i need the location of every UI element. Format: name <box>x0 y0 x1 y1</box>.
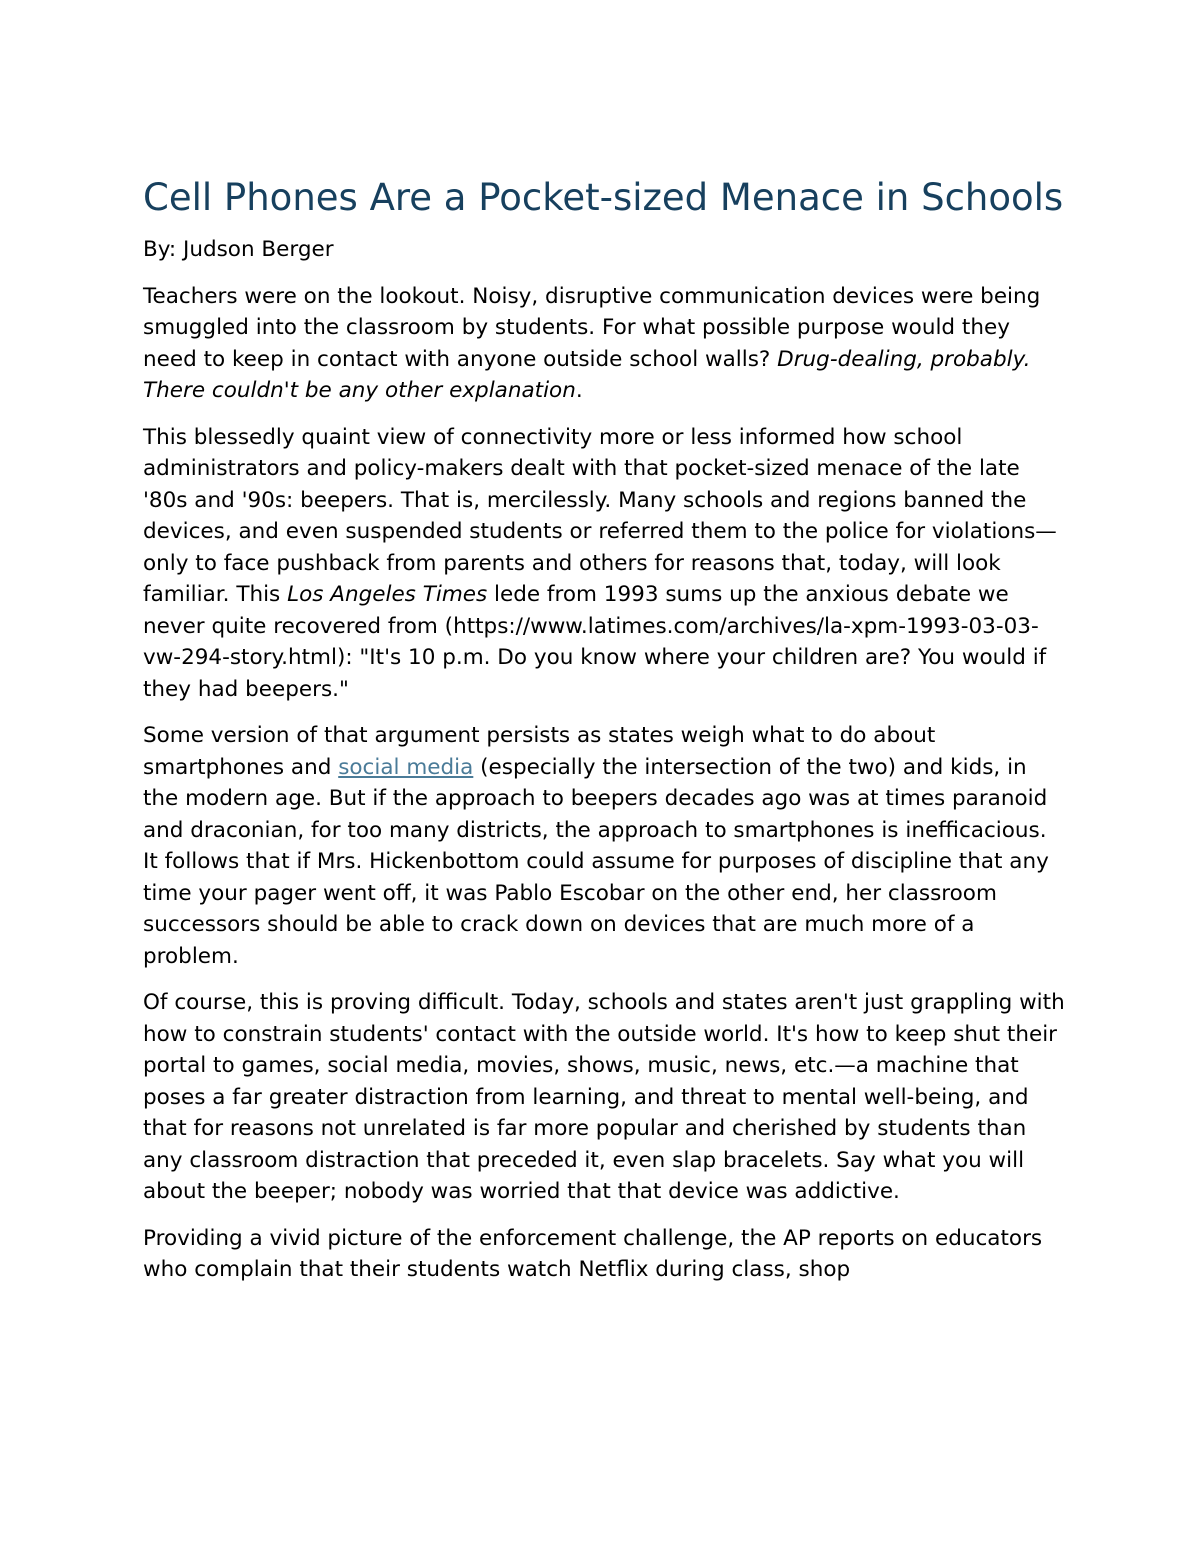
paragraph-4: Of course, this is proving difficult. Today, schools and states aren't just grappling with how to constrain students' contact with the outside world. It's how to keep shut their portal to games, social media, movies, shows, music, news, etc.—a machine that poses a far greater distraction from learning, and threat to mental well-being, and that for reasons not unrelated is far more popular and cherished by students than any classroom distraction that preceded it, even slap bracelets. Say what you will about the beeper; nobody was worried that that device was addictive. <box>143 990 1065 1204</box>
paragraph-3-after: (especially the intersection of the two) and kids, in the modern age. But if the approach to beepers decades ago was at times paranoid and draconian, for too many districts, the approach to smartphones is inefficacious. It follows that if Mrs. Hickenbottom could assume for purposes of discipline that any time your pager went off, it was Pablo Escobar on the other end, her classroom successors should be able to crack down on devices that are much more of a problem. <box>143 754 1049 969</box>
paragraph-1-text: Teachers were on the lookout. Noisy, disruptive communication devices were being smuggled into the classroom by students. For what possible purpose would they need to keep in contact with anyone outside school walls? <box>143 283 1041 372</box>
paragraph-1-end: . <box>575 378 583 403</box>
article-title: Cell Phones Are a Pocket-sized Menace in Schools <box>143 176 1064 219</box>
paragraph-1 <box>143 281 1068 407</box>
paragraph-3 <box>143 720 1068 972</box>
paragraph-5: Providing a vivid picture of the enforcement challenge, the AP reports on educators who complain that their students watch Netflix during class, shop <box>143 1225 1043 1282</box>
social-media-link[interactable]: social media <box>338 754 474 780</box>
article-byline: By: Judson Berger <box>143 237 334 262</box>
paragraph-3-before: Some version of that argument persists as states weigh what to do about smartphones and <box>143 723 936 780</box>
paragraph-2-text: This blessedly quaint view of connectivity more or less informed how school administrators and policy-makers dealt with that pocket-sized menace of the late '80s and '90s: beepers. That is, mercilessly. Many schools and regions banned the devices, and even suspended students or referred them to the police for violations—only to face pushback from parents and others for reasons that, today, will look familiar. This <box>143 424 1057 607</box>
paragraph-2-end: lede from 1993 sums up the anxious debate we never quite recovered from (https://www.latimes.com/archives/la-xpm-1993-03-03-vw-294-story.html): "It's 10 p.m. Do you know where your children are? You would if they had beepers." <box>143 582 1047 702</box>
paragraph-2 <box>143 422 1068 706</box>
paragraph-1-italic: Drug-dealing, probably. There couldn't be any other explanation <box>143 346 1031 403</box>
paragraph-2-italic: Los Angeles Times <box>287 582 488 607</box>
document-page <box>143 172 1068 1301</box>
